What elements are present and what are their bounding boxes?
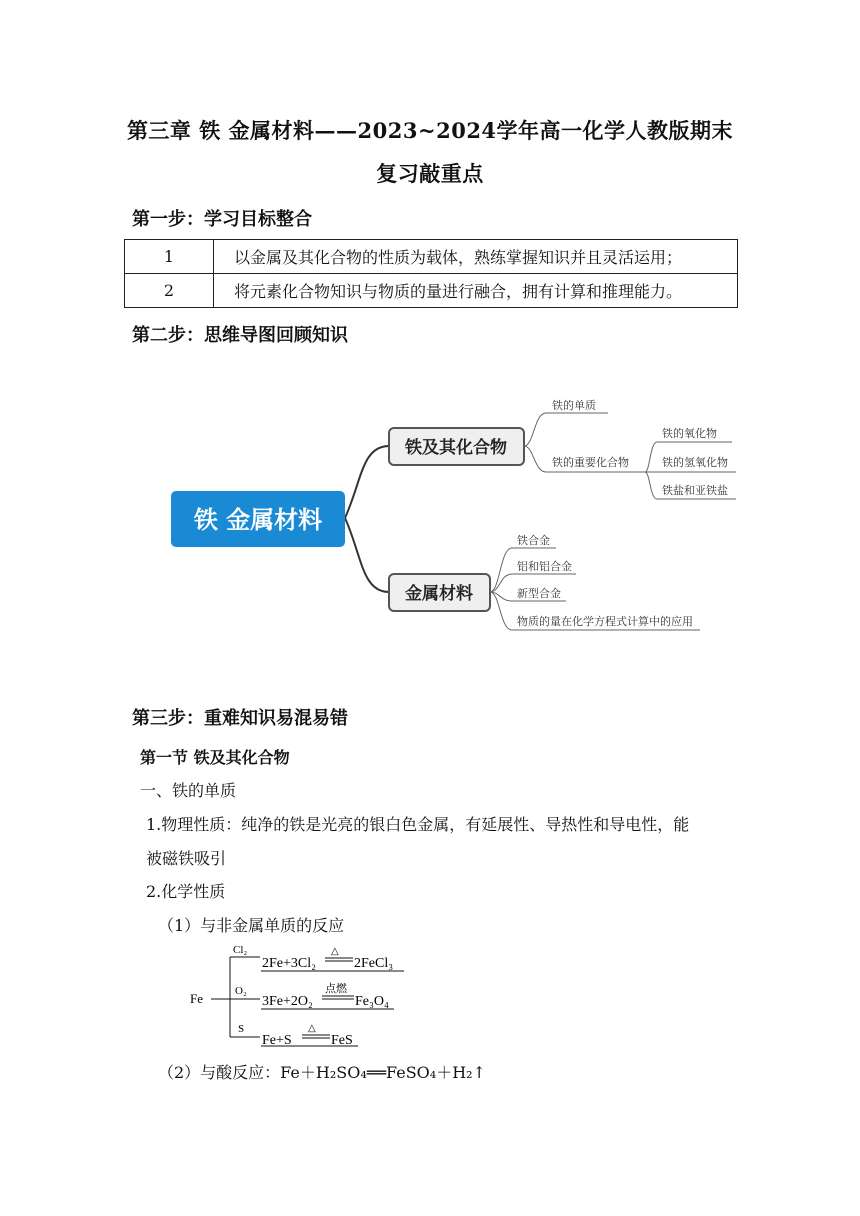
section-title: 第一节 铁及其化合物	[140, 748, 290, 767]
paragraph-nonmetal-reaction: （1）与非金属单质的反应	[158, 916, 345, 935]
document-title-line1: 第三章 铁 金属材料——2023~2024学年高一化学人教版期末	[126, 118, 734, 143]
document-title-line2: 复习敲重点	[376, 161, 484, 186]
goals-table	[124, 239, 738, 308]
condition-label: △	[331, 946, 339, 957]
paragraph-physical-properties-cont: 被磁铁吸引	[146, 849, 227, 868]
paragraph-chemical-properties: 2.化学性质	[146, 882, 226, 901]
goal-text: 将元素化合物知识与物质的量进行融合，拥有计算和推理能力。	[214, 274, 738, 308]
table-row	[125, 274, 738, 308]
goal-text: 以金属及其化合物的性质为载体，熟练掌握知识并且灵活运用；	[214, 240, 738, 274]
paragraph-physical-properties: 1.物理性质：纯净的铁是光亮的银白色金属，有延展性、导热性和导电性，能	[146, 815, 690, 834]
equation-right: 2FeCl₃	[354, 956, 394, 971]
table-row	[125, 240, 738, 274]
connector-leaf-simple	[524, 413, 608, 446]
equation-right: FeS	[331, 1033, 353, 1047]
reagent-label: O₂	[235, 985, 247, 997]
mind-map	[0, 380, 860, 650]
sub-leaf-label: 铁的氢氧化物	[662, 456, 728, 469]
reagent-label: S	[238, 1023, 245, 1035]
sub-leaf-label: 铁的氧化物	[662, 427, 717, 440]
step3-heading: 第三步：重难知识易混易错	[132, 708, 348, 729]
reactant-label: Fe	[190, 991, 203, 1006]
equation-right: Fe₃O₄	[355, 994, 389, 1009]
leaf-label: 铁的重要化合物	[552, 456, 629, 469]
paragraph-acid-reaction: （2）与酸反应：Fe＋H₂SO₄══FeSO₄＋H₂↑	[158, 1063, 486, 1082]
branch-label: 金属材料	[405, 584, 473, 604]
reagent-label: Cl₂	[233, 944, 248, 956]
step2-heading: 第二步：思维导图回顾知识	[132, 325, 348, 346]
branch-label: 铁及其化合物	[405, 438, 507, 458]
connector-root-branch1	[345, 446, 389, 518]
leaf-label: 铁合金	[517, 534, 550, 547]
leaf-label: 新型合金	[517, 587, 561, 600]
condition-label: 点燃	[325, 983, 347, 995]
subsection-title: 一、铁的单质	[140, 781, 237, 800]
leaf-label: 铁的单质	[552, 399, 596, 412]
connector-root-branch2	[345, 518, 389, 592]
leaf-label: 铝和铝合金	[517, 560, 572, 573]
equation-left: Fe+S	[262, 1033, 292, 1047]
reaction-diagram	[180, 942, 420, 1047]
sub-leaf-label: 铁盐和亚铁盐	[662, 484, 728, 497]
equation-left: 2Fe+3Cl₂	[262, 956, 317, 971]
equation-left: 3Fe+2O₂	[262, 994, 313, 1009]
root-label: 铁 金属材料	[193, 506, 323, 534]
leaf-label: 物质的量在化学方程式计算中的应用	[517, 615, 693, 628]
condition-label: △	[308, 1023, 316, 1034]
step1-heading: 第一步：学习目标整合	[132, 209, 312, 230]
goal-number: 2	[125, 274, 214, 308]
goal-number: 1	[125, 240, 214, 274]
